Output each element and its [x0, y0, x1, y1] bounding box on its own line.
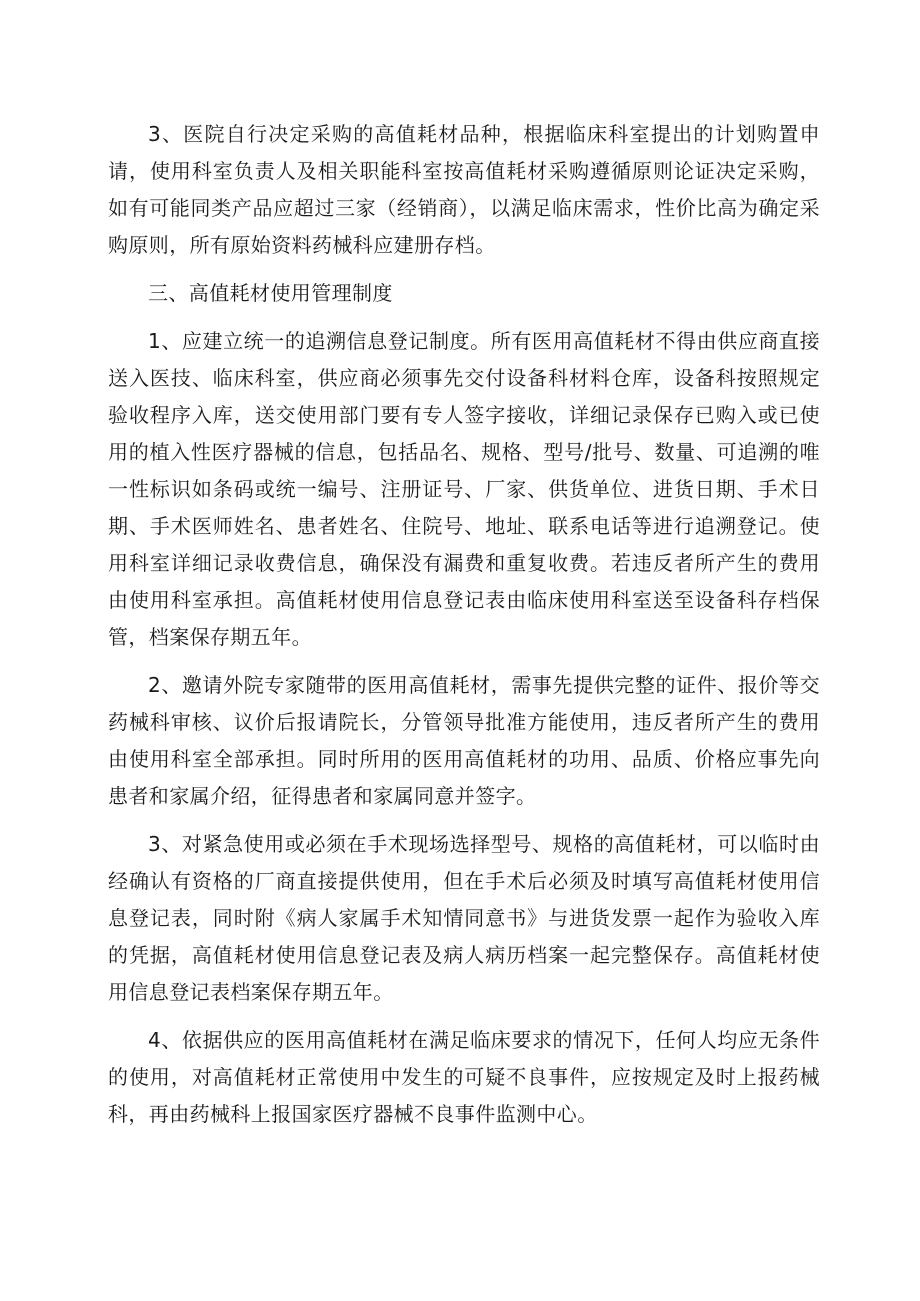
paragraph-usage-item-1: 1、应建立统一的追溯信息登记制度。所有医用高值耗材不得由供应商直接送入医技、临床科室，供应商必须事先交付设备科材料仓库，设备科按照规定验收程序入库，送交使用部门要有专人签字接收，详细记录保存已购入或已使用的植入性医疗器械的信息，包括品名、规格、型号/批号、数量、可追溯的唯一性标识如条码或统一编号、注册证号、厂家、供货单位、进货日期、手术日期、手术医师姓名、患者姓名、住院号、地址、联系电话等进行追溯登记。使用科室详细记录收费信息，确保没有漏费和重复收费。若违反者所产生的费用由使用科室承担。高值耗材使用信息登记表由临床使用科室送至设备科存档保管，档案保存期五年。 — [108, 329, 820, 649]
section-heading-usage-management: 三、高值耗材使用管理制度 — [148, 281, 393, 305]
paragraph-usage-item-3: 3、对紧急使用或必须在手术现场选择型号、规格的高值耗材，可以临时由经确认有资格的厂商直接提供使用，但在手术后必须及时填写高值耗材使用信息登记表，同时附《病人家属手术知情同意书》与进货发票一起作为验收入库的凭据，高值耗材使用信息登记表及病人病历档案一起完整保存。高值耗材使用信息登记表档案保存期五年。 — [108, 832, 820, 1004]
paragraph-usage-item-2: 2、邀请外院专家随带的医用高值耗材，需事先提供完整的证件、报价等交药械科审核、议价后报请院长，分管领导批准方能使用，违反者所产生的费用由使用科室全部承担。同时所用的医用高值耗材的功用、品质、价格应事先向患者和家属介绍，征得患者和家属同意并签字。 — [108, 673, 820, 808]
paragraph-procurement-item-3: 3、医院自行决定采购的高值耗材品种，根据临床科室提出的计划购置申请，使用科室负责人及相关职能科室按高值耗材采购遵循原则论证决定采购，如有可能同类产品应超过三家（经销商），以满足临床需求，性价比高为确定采购原则，所有原始资料药械科应建册存档。 — [108, 122, 820, 257]
paragraph-usage-item-4: 4、依据供应的医用高值耗材在满足临床要求的情况下，任何人均应无条件的使用，对高值耗材正常使用中发生的可疑不良事件，应按规定及时上报药械科，再由药械科上报国家医疗器械不良事件监测中心。 — [108, 1028, 820, 1126]
document-body — [108, 116, 820, 1144]
